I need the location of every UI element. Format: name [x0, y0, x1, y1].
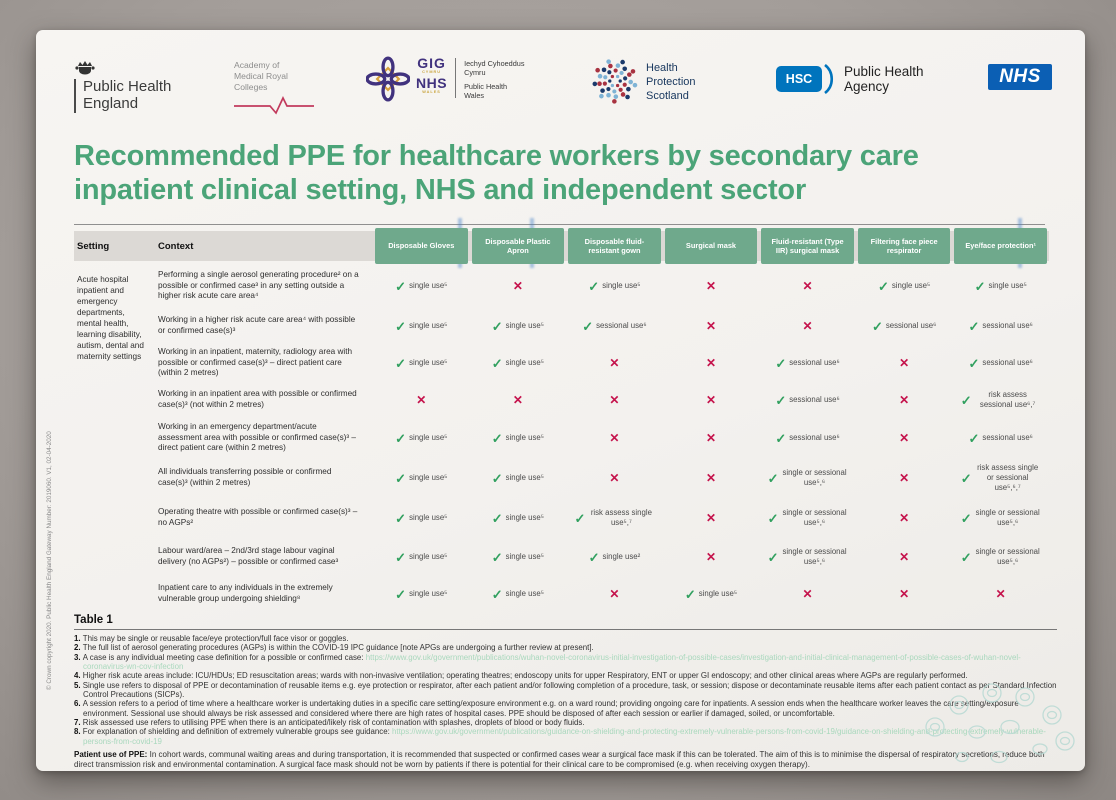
ppe-cell — [373, 538, 470, 576]
ppe-cell — [663, 538, 760, 576]
cell-label: single or sessional use⁵,⁶ — [782, 508, 847, 527]
cross-icon: ✕ — [609, 393, 620, 407]
cell-label: single use⁵ — [988, 281, 1027, 291]
ppe-cell — [856, 344, 953, 382]
ppe-cell — [952, 576, 1049, 612]
ppe-cell — [759, 344, 856, 382]
cell-label: single use⁵ — [505, 433, 544, 443]
check-icon: ✓ — [767, 470, 779, 486]
copyright-text: © Crown copyright 2020. Public Health England Gateway Number: 2019060. V1, 02-04-2020 — [46, 431, 53, 690]
aomrc-logo — [234, 60, 314, 116]
ppe-cell — [856, 576, 953, 612]
cell-label: sessional use⁶ — [982, 358, 1033, 368]
poster-title: Recommended PPE for healthcare workers by secondary care inpatient clinical setting, NHS and independent sector — [74, 140, 919, 206]
coronavirus-watermark-icon — [907, 677, 1077, 769]
cell-label: single use⁵ — [505, 552, 544, 562]
cross-icon: ✕ — [899, 471, 910, 485]
ppe-cell — [952, 382, 1049, 418]
col-header-gown: Disposable fluid-resistant gown — [568, 228, 661, 264]
check-icon: ✓ — [775, 355, 787, 371]
cross-icon: ✕ — [705, 319, 717, 333]
cross-icon: ✕ — [512, 393, 523, 407]
ppe-cell — [373, 344, 470, 382]
check-icon: ✓ — [395, 586, 407, 602]
footnote-link: https://www.gov.uk/government/publications/guidance-on-shielding-and-protecting-extremely-vulnerable-persons-from-covid-19/guidance-on-shielding-and-protecting-extremely-vulnerable-persons-from-covid-19 — [83, 727, 1046, 746]
ppe-cell — [470, 538, 567, 576]
table-caption: Table 1 — [74, 614, 113, 626]
check-icon: ✓ — [395, 430, 407, 446]
context-cell: Working in an emergency department/acute assessment area with possible or confirmed case(s)³ – direct patient care (within 2 metres) — [158, 422, 356, 453]
cross-icon: ✕ — [609, 471, 620, 485]
cell-label: single use⁵ — [505, 589, 544, 599]
ppe-cell — [759, 264, 856, 308]
ppe-cell — [759, 418, 856, 458]
ppe-cell — [856, 498, 953, 538]
footnote: 5. Single use refers to disposal of PPE or decontamination of reusable items e.g. eye protection or respirator, after each patient and/or following completion of a procedure, task, or session; dispose or decontaminate reusable items after each patient contact as per Standard Infection Control Precautions (SICPs). — [74, 680, 1057, 699]
context-cell: Working in a higher risk acute care area⁴ with possible or confirmed case(s)³ — [158, 315, 356, 335]
ppe-cell — [952, 498, 1049, 538]
cross-icon: ✕ — [802, 319, 813, 333]
nhs-logo — [988, 64, 1052, 90]
footnote: 4. Higher risk acute areas include: ICU/HDUs; ED resuscitation areas; wards with non-invasive ventilation; operating theatres; endoscopy units for upper Respiratory, ENT or upper GI endoscopy; and other clinical areas where AGPs are regularly performed. — [74, 671, 968, 681]
hps-logo-text: Health Protection Scotland — [646, 62, 696, 103]
check-icon: ✓ — [684, 586, 696, 602]
check-icon: ✓ — [582, 318, 594, 334]
hsc-badge: HSC — [776, 66, 822, 92]
cell-label: sessional use⁶ — [789, 358, 840, 368]
ppe-cell — [566, 498, 663, 538]
cell-label: single use⁵ — [505, 513, 544, 523]
ppe-cell — [470, 382, 567, 418]
ppe-cell — [856, 382, 953, 418]
cross-icon: ✕ — [899, 393, 910, 407]
cell-label: single use⁵ — [409, 433, 448, 443]
context-cell: Labour ward/area – 2nd/3rd stage labour vaginal delivery (no AGPs²) – possible or confirmed case³ — [158, 546, 339, 566]
ppe-cell — [470, 418, 567, 458]
check-icon: ✓ — [968, 430, 980, 446]
footnote: 8. For explanation of shielding and definition of extremely vulnerable groups see guidance: https://www.gov.uk/government/publications/guidance-on-shielding-and-protecting-extremely-vulnerable-persons-from-covid-19/guidance-on-shielding-and-protecting-extremely-vulnerable-persons-from-covid-19 — [74, 727, 1046, 746]
cell-label: single use⁵ — [698, 589, 738, 599]
ppe-cell — [566, 264, 663, 308]
hsc-swoosh-icon — [823, 64, 835, 94]
check-icon: ✓ — [588, 278, 600, 294]
footnote-link: https://www.gov.uk/government/publications/wuhan-novel-coronavirus-initial-investigation-of-possible-cases/investigation-and-initial-clinical-management-of-possible-cases-of-wuhan-novel-coronavirus-wn-cov-infection — [83, 652, 1021, 671]
cross-icon: ✕ — [705, 356, 717, 370]
health-protection-scotland-logo — [592, 58, 696, 104]
cell-label: single use⁵ — [409, 552, 448, 562]
footnote: 2. The full list of aerosol generating procedures (AGPs) is within the COVID-19 IPC guidance [note APGs are undergoing a further review at present]. — [74, 643, 594, 653]
ppe-cell — [952, 458, 1049, 498]
footnote: 1. This may be single or reusable face/eye protection/full face visor or goggles. — [74, 634, 349, 643]
cell-label: single use⁵ — [409, 281, 448, 291]
cell-label: sessional use⁶ — [982, 433, 1033, 443]
ppe-cell — [566, 418, 663, 458]
check-icon: ✓ — [974, 278, 986, 294]
check-icon: ✓ — [574, 510, 586, 526]
wales-divider — [455, 58, 456, 98]
cell-label: single or sessional use⁵,⁶ — [975, 508, 1040, 527]
cell-label: single use⁵ — [409, 473, 448, 483]
patient-use-paragraph: Patient use of PPE: In cohort wards, communal waiting areas and during transportation, it is recommended that suspected or confirmed cases wear a surgical face mask if this can be tolerated. The aim of this is to minimise the dispersal of respiratory secretions, reduce both direct transmission risk and environmental contamination. A surgical face mask should not be worn by patients if there is potential for their clinical care to be compromised (e.g. when receiving oxygen therapy). — [74, 749, 1045, 769]
col-header-context: Context — [158, 240, 194, 252]
col-header-surgical-mask: Surgical mask — [665, 228, 758, 264]
ppe-cell — [663, 576, 760, 612]
cell-label: single use⁵ — [409, 513, 448, 523]
ppe-cell — [952, 264, 1049, 308]
cross-icon: ✕ — [705, 511, 717, 525]
check-icon: ✓ — [968, 355, 980, 371]
check-icon: ✓ — [960, 549, 972, 565]
check-icon: ✓ — [878, 278, 889, 294]
check-icon: ✓ — [395, 318, 407, 334]
context-cell: Operating theatre with possible or confirmed case(s)³ – no AGPs² — [158, 507, 358, 527]
phe-crest-icon — [74, 60, 96, 77]
check-icon: ✓ — [491, 470, 503, 486]
poster-sheet — [36, 30, 1085, 771]
nhs-logo-box: NHS — [988, 64, 1052, 90]
cell-label: single use⁵ — [409, 589, 448, 599]
ppe-cell — [373, 498, 470, 538]
ppe-cell — [663, 458, 760, 498]
check-icon: ✓ — [968, 318, 980, 334]
cell-label: single use⁵ — [409, 358, 448, 368]
check-icon: ✓ — [960, 470, 972, 486]
cell-label: single use⁵ — [505, 473, 544, 483]
footnote: 6. A session refers to a period of time where a healthcare worker is undertaking duties in a specific care setting/exposure environment e.g. on a ward round; providing ongoing care for inpatients. A session ends when the healthcare worker leaves the care setting/exposure environment. Sessional use should always be risk assessed and considered where there are high rates of hospital cases. PPE should be disposed of after each session or earlier if damaged, soiled, or uncomfortable. — [74, 699, 1019, 718]
ppe-cell — [952, 344, 1049, 382]
setting-cell: Acute hospital inpatient and emergency departments, mental health, learning disability, autism, dental and maternity settings — [77, 275, 144, 362]
cell-label: single use⁵ — [409, 321, 448, 331]
check-icon: ✓ — [491, 430, 503, 446]
ppe-cell — [663, 264, 760, 308]
col-header-respirator: Filtering face piece respirator — [858, 228, 951, 264]
context-cell: Inpatient care to any individuals in the extremely vulnerable group undergoing shielding⁸ — [158, 583, 333, 603]
cross-icon: ✕ — [899, 356, 910, 370]
ppe-cell — [470, 458, 567, 498]
cell-label: single use⁵ — [505, 321, 544, 331]
public-health-agency-logo — [776, 64, 924, 94]
ppe-cell — [952, 538, 1049, 576]
ppe-cell — [566, 538, 663, 576]
col-header-fluid-resistant-mask: Fluid-resistant (Type IIR) surgical mask — [761, 228, 854, 264]
ppe-cell — [373, 264, 470, 308]
ppe-cell — [856, 418, 953, 458]
ppe-cell — [759, 308, 856, 344]
ppe-cell — [566, 382, 663, 418]
wales-knot-icon — [366, 56, 410, 102]
cross-icon: ✕ — [609, 587, 620, 601]
ppe-cell — [373, 308, 470, 344]
check-icon: ✓ — [588, 549, 600, 565]
ppe-cell — [470, 498, 567, 538]
ppe-cell — [470, 576, 567, 612]
cell-label: sessional use⁶ — [982, 321, 1033, 331]
check-icon: ✓ — [491, 586, 503, 602]
cell-label: single or sessional use⁵,⁶ — [782, 547, 847, 566]
caption-rule — [74, 629, 1057, 630]
cross-icon: ✕ — [899, 431, 910, 445]
ppe-cell — [470, 264, 567, 308]
cross-icon: ✕ — [705, 279, 717, 293]
check-icon: ✓ — [491, 355, 503, 371]
ppe-cell — [663, 308, 760, 344]
aomrc-logo-text: Academy of Medical Royal Colleges — [234, 60, 288, 93]
check-icon: ✓ — [395, 278, 407, 294]
cross-icon: ✕ — [609, 431, 620, 445]
title-rule — [74, 224, 1045, 225]
check-icon: ✓ — [960, 392, 972, 408]
phe-logo — [74, 60, 171, 113]
cross-icon: ✕ — [899, 587, 910, 601]
check-icon: ✓ — [767, 549, 779, 565]
phe-logo-text: Public Health England — [74, 79, 171, 113]
cross-icon: ✕ — [416, 393, 427, 407]
check-icon: ✓ — [775, 430, 787, 446]
cell-label: sessional use⁶ — [885, 321, 937, 331]
check-icon: ✓ — [491, 549, 503, 565]
check-icon: ✓ — [775, 392, 787, 408]
cross-icon: ✕ — [899, 550, 910, 564]
check-icon: ✓ — [871, 318, 883, 334]
heartbeat-icon — [234, 96, 314, 116]
ppe-cell — [566, 308, 663, 344]
ppe-cell — [759, 538, 856, 576]
patient-use-label: Patient use of PPE: — [74, 749, 148, 759]
ppe-cell — [663, 382, 760, 418]
cross-icon: ✕ — [802, 279, 813, 293]
ppe-cell — [373, 418, 470, 458]
cross-icon: ✕ — [705, 393, 717, 407]
check-icon: ✓ — [767, 510, 779, 526]
cell-label: risk assess single use⁵,⁷ — [590, 508, 652, 527]
cell-label: risk assess single or sessional use⁵,⁶,⁷ — [977, 463, 1039, 492]
col-header-eye-protection: Eye/face protection¹ — [954, 228, 1047, 264]
footnote: 3. A case is any individual meeting case definition for a possible or confirmed case: https://www.gov.uk/government/publications/wuhan-novel-coronavirus-initial-investigation-of-possible-cases/investigation-and-initial-clinical-management-of-possible-cases-of-wuhan-novel-coronavirus-wn-cov-infection — [74, 652, 1021, 671]
ppe-cell — [952, 308, 1049, 344]
ppe-cell — [470, 308, 567, 344]
check-icon: ✓ — [395, 549, 407, 565]
ppe-cell — [566, 576, 663, 612]
cross-icon: ✕ — [705, 550, 717, 564]
cell-label: single use⁵ — [891, 281, 931, 291]
ppe-cell — [373, 458, 470, 498]
ppe-cell — [470, 344, 567, 382]
cross-icon: ✕ — [705, 431, 717, 445]
col-header-apron: Disposable Plastic Apron — [472, 228, 565, 264]
check-icon: ✓ — [960, 510, 972, 526]
public-health-wales-logo — [366, 56, 525, 102]
ppe-cell — [952, 418, 1049, 458]
ppe-cell — [856, 538, 953, 576]
context-cell: All individuals transferring possible or confirmed case(s)³ (within 2 metres) — [158, 467, 332, 487]
ppe-cell — [856, 308, 953, 344]
ppe-cell — [856, 458, 953, 498]
ppe-cell — [759, 576, 856, 612]
cell-label: single or sessional use⁵,⁶ — [782, 468, 847, 487]
cross-icon: ✕ — [802, 587, 813, 601]
ppe-table — [74, 228, 1049, 612]
ppe-cell — [759, 458, 856, 498]
wales-gig-nhs-text: GIG CYMRU NHS WALES — [416, 55, 448, 94]
col-header-setting: Setting — [77, 240, 110, 252]
wales-wordmark: Iechyd Cyhoeddus Cymru Public Health Wales — [464, 59, 525, 101]
context-cell: Working in an inpatient area with possible or confirmed case(s)³ (not within 2 metres) — [158, 389, 357, 409]
ppe-cell — [373, 382, 470, 418]
ppe-cell — [856, 264, 953, 308]
cell-label: single or sessional use⁵,⁶ — [975, 547, 1040, 566]
cell-label: sessional use⁶ — [596, 321, 647, 331]
logo-row — [36, 52, 1085, 138]
pha-logo-text: Public Health Agency — [844, 64, 924, 95]
ppe-cell — [373, 576, 470, 612]
ppe-cell — [759, 498, 856, 538]
cell-label: single use² — [602, 552, 641, 562]
cell-label: sessional use⁶ — [789, 433, 840, 443]
ppe-cell — [663, 344, 760, 382]
check-icon: ✓ — [395, 470, 407, 486]
cross-icon: ✕ — [609, 356, 620, 370]
cell-label: single use⁵ — [602, 281, 641, 291]
check-icon: ✓ — [395, 510, 407, 526]
ppe-cell — [663, 498, 760, 538]
col-header-gloves: Disposable Gloves — [375, 228, 468, 264]
cell-label: single use⁵ — [505, 358, 544, 368]
ppe-cell — [759, 382, 856, 418]
context-cell: Performing a single aerosol generating procedure² on a possible or confirmed case³ in any setting outside a higher risk acute care area⁴ — [158, 270, 359, 301]
cross-icon: ✕ — [512, 279, 523, 293]
context-cell: Working in an inpatient, maternity, radiology area with possible or confirmed case(s)³ – direct patient care (within 2 metres) — [158, 347, 353, 378]
ppe-cell — [566, 458, 663, 498]
ppe-cell — [663, 418, 760, 458]
hps-dots-icon — [592, 58, 638, 104]
cell-label: risk assess sessional use⁶,⁷ — [979, 390, 1036, 409]
check-icon: ✓ — [395, 355, 407, 371]
check-icon: ✓ — [491, 510, 503, 526]
check-icon: ✓ — [491, 318, 503, 334]
footnote: 7. Risk assessed use refers to utilising PPE when there is an anticipated/likely risk of contamination with splashes, droplets of blood or body fluids. — [74, 717, 585, 727]
cross-icon: ✕ — [705, 471, 717, 485]
cross-icon: ✕ — [995, 587, 1006, 601]
cell-label: sessional use⁶ — [789, 395, 840, 405]
ppe-cell — [566, 344, 663, 382]
cross-icon: ✕ — [899, 511, 910, 525]
